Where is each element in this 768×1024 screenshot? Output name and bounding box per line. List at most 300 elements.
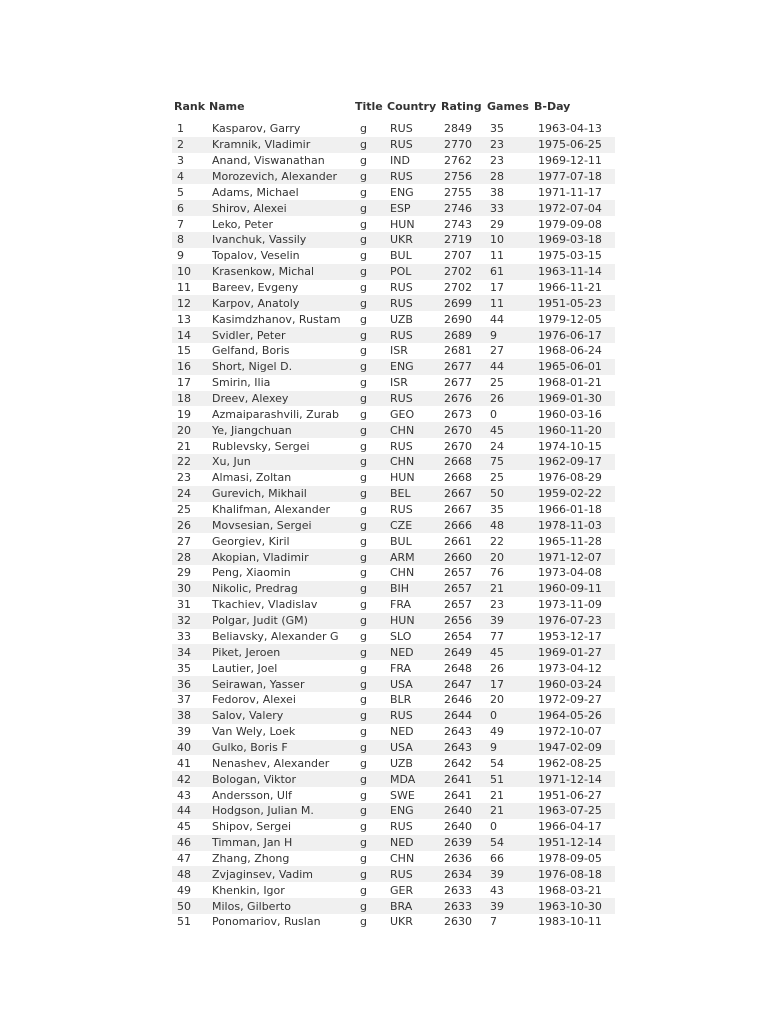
cell-rank: 12 (172, 295, 208, 311)
table-row (172, 882, 615, 898)
cell-games: 61 (486, 264, 533, 280)
cell-country: BLR (390, 693, 412, 707)
cell-bday: 1973-11-09 (538, 598, 602, 612)
cell-rating: 2699 (440, 295, 486, 311)
cell-rank: 49 (177, 883, 191, 897)
cell-rank: 5 (177, 185, 184, 199)
cell-games: 38 (490, 185, 504, 199)
table-row (172, 708, 615, 724)
cell-bday: 1978-11-03 (533, 517, 615, 533)
cell-games: 20 (490, 693, 504, 707)
cell-rating: 2702 (444, 281, 472, 295)
cell-name: Khalifman, Alexander (212, 503, 330, 517)
cell-name: Georgiev, Kiril (212, 534, 290, 548)
cell-games: 0 (490, 820, 497, 834)
cell-games: 21 (486, 581, 533, 597)
cell-games: 76 (490, 566, 504, 580)
cell-country: RUS (386, 169, 440, 185)
cell-rank: 2 (172, 137, 208, 153)
cell-bday: 1960-03-24 (533, 676, 615, 692)
cell-games: 24 (490, 439, 504, 453)
cell-games: 22 (490, 534, 504, 548)
cell-bday: 1969-03-18 (533, 232, 615, 248)
cell-name: Movsesian, Sergei (208, 517, 354, 533)
table-row (172, 581, 615, 597)
cell-rating: 2646 (444, 693, 472, 707)
cell-country: NED (386, 835, 440, 851)
cell-bday: 1978-09-05 (538, 851, 602, 865)
cell-rank: 39 (177, 725, 191, 739)
cell-games: 45 (486, 422, 533, 438)
cell-title: g (360, 439, 367, 453)
cell-name: Morozevich, Alexander (208, 169, 354, 185)
cell-country: RUS (390, 503, 413, 517)
cell-bday: 1976-08-29 (538, 471, 602, 485)
cell-name: Smirin, Ilia (212, 376, 271, 390)
cell-name: Topalov, Veselin (212, 249, 300, 263)
table-row (172, 851, 615, 867)
cell-rank: 27 (177, 534, 191, 548)
cell-name: Zvjaginsev, Vadim (208, 866, 354, 882)
cell-country: BUL (390, 534, 412, 548)
cell-rank: 47 (177, 851, 191, 865)
cell-name: Hodgson, Julian M. (208, 803, 354, 819)
cell-country: POL (386, 264, 440, 280)
cell-title: g (354, 771, 386, 787)
cell-name: Andersson, Ulf (212, 788, 292, 802)
cell-title: g (354, 169, 386, 185)
cell-title: g (360, 249, 367, 263)
cell-title: g (360, 915, 367, 929)
cell-bday: 1963-11-14 (533, 264, 615, 280)
cell-rating: 2676 (440, 391, 486, 407)
table-row (172, 787, 615, 803)
cell-bday: 1979-09-08 (538, 217, 602, 231)
table-row (172, 327, 615, 343)
cell-bday: 1972-07-04 (533, 200, 615, 216)
cell-name: Shipov, Sergei (212, 820, 292, 834)
cell-name: Kasparov, Garry (212, 122, 301, 136)
cell-name: Dreev, Alexey (208, 391, 354, 407)
table-row (172, 533, 615, 549)
header-title: Title (355, 99, 383, 113)
cell-country: ENG (386, 803, 440, 819)
cell-rating: 2690 (444, 312, 472, 326)
cell-title: g (360, 154, 367, 168)
cell-games: 45 (486, 644, 533, 660)
table-row (172, 216, 615, 232)
cell-games: 11 (486, 295, 533, 311)
cell-rating: 2681 (444, 344, 472, 358)
cell-rank: 22 (172, 454, 208, 470)
cell-bday: 1976-07-23 (533, 613, 615, 629)
cell-rank: 19 (177, 407, 191, 421)
cell-name: Gurevich, Mikhail (208, 486, 354, 502)
cell-games: 75 (486, 454, 533, 470)
cell-bday: 1964-05-26 (533, 708, 615, 724)
cell-rank: 29 (177, 566, 191, 580)
cell-rating: 2642 (444, 756, 472, 770)
cell-country: USA (386, 676, 440, 692)
cell-country: CZE (386, 517, 440, 533)
cell-rank: 44 (172, 803, 208, 819)
cell-country: BUL (390, 249, 412, 263)
cell-country: RUS (386, 137, 440, 153)
table-row (172, 184, 615, 200)
cell-rank: 42 (172, 771, 208, 787)
cell-country: CHN (390, 851, 415, 865)
cell-rating: 2702 (440, 264, 486, 280)
cell-name: Kasimdzhanov, Rustam (212, 312, 341, 326)
table-row (172, 454, 615, 470)
table-row (172, 866, 615, 882)
cell-rank: 8 (172, 232, 208, 248)
table-row (172, 724, 615, 740)
cell-rank: 40 (172, 740, 208, 756)
table-row (172, 819, 615, 835)
header-name: Name (209, 99, 245, 113)
cell-rating: 2640 (444, 820, 472, 834)
cell-title: g (360, 312, 367, 326)
cell-rank: 9 (177, 249, 184, 263)
cell-title: g (360, 503, 367, 517)
cell-country: BRA (386, 898, 440, 914)
table-row (172, 835, 615, 851)
cell-country: ISR (390, 376, 408, 390)
cell-rating: 2677 (440, 359, 486, 375)
cell-bday: 1973-04-12 (538, 661, 602, 675)
cell-title: g (354, 486, 386, 502)
cell-rank: 23 (177, 471, 191, 485)
cell-rank: 28 (172, 549, 208, 565)
cell-bday: 1965-06-01 (533, 359, 615, 375)
cell-rating: 2668 (440, 454, 486, 470)
table-row (172, 406, 615, 422)
cell-title: g (360, 598, 367, 612)
rating-list-table (172, 92, 615, 930)
cell-name: Bareev, Evgeny (212, 281, 299, 295)
cell-rating: 2660 (440, 549, 486, 565)
cell-country: ESP (386, 200, 440, 216)
cell-games: 21 (486, 803, 533, 819)
table-row (172, 613, 615, 629)
cell-bday: 1951-06-27 (538, 788, 602, 802)
cell-games: 35 (490, 122, 504, 136)
cell-title: g (354, 803, 386, 819)
cell-rank: 24 (172, 486, 208, 502)
cell-rank: 15 (177, 344, 191, 358)
cell-rating: 2647 (440, 676, 486, 692)
cell-bday: 1947-02-09 (533, 740, 615, 756)
cell-rating: 2656 (440, 613, 486, 629)
cell-country: RUS (390, 439, 413, 453)
cell-bday: 1951-12-14 (533, 835, 615, 851)
cell-rank: 18 (172, 391, 208, 407)
cell-country: RUS (386, 327, 440, 343)
cell-bday: 1962-08-25 (538, 756, 602, 770)
cell-games: 11 (490, 249, 504, 263)
cell-name: Karpov, Anatoly (208, 295, 354, 311)
cell-title: g (354, 740, 386, 756)
cell-games: 35 (490, 503, 504, 517)
cell-title: g (354, 359, 386, 375)
cell-rank: 7 (177, 217, 184, 231)
cell-title: g (354, 644, 386, 660)
table-row (172, 803, 615, 819)
cell-games: 25 (490, 471, 504, 485)
table-row (172, 692, 615, 708)
cell-games: 17 (490, 281, 504, 295)
cell-rating: 2641 (440, 771, 486, 787)
cell-title: g (360, 883, 367, 897)
cell-name: Polgar, Judit (GM) (208, 613, 354, 629)
cell-country: BIH (386, 581, 440, 597)
cell-rating: 2719 (440, 232, 486, 248)
table-row (172, 660, 615, 676)
cell-country: ENG (386, 359, 440, 375)
cell-name: Lautier, Joel (212, 661, 278, 675)
cell-games: 10 (486, 232, 533, 248)
cell-country: RUS (386, 391, 440, 407)
table-row (172, 343, 615, 359)
table-row (172, 248, 615, 264)
table-row (172, 914, 615, 930)
cell-title: g (354, 295, 386, 311)
cell-country: RUS (386, 295, 440, 311)
cell-rating: 2648 (444, 661, 472, 675)
cell-rating: 2770 (440, 137, 486, 153)
cell-bday: 1963-04-13 (538, 122, 602, 136)
cell-bday: 1971-12-14 (533, 771, 615, 787)
cell-title: g (354, 232, 386, 248)
cell-games: 44 (486, 359, 533, 375)
cell-games: 21 (490, 788, 504, 802)
cell-rating: 2756 (440, 169, 486, 185)
cell-name: Krasenkow, Michal (208, 264, 354, 280)
cell-name: Svidler, Peter (208, 327, 354, 343)
table-row (172, 676, 615, 692)
cell-bday: 1968-01-21 (538, 376, 602, 390)
cell-name: Ivanchuk, Vassily (208, 232, 354, 248)
cell-title: g (354, 835, 386, 851)
cell-rank: 30 (172, 581, 208, 597)
table-row (172, 755, 615, 771)
cell-rating: 2849 (444, 122, 472, 136)
cell-country: CHN (386, 422, 440, 438)
cell-title: g (354, 866, 386, 882)
cell-name: Seirawan, Yasser (208, 676, 354, 692)
cell-title: g (360, 820, 367, 834)
cell-bday: 1975-06-25 (533, 137, 615, 153)
cell-country: SLO (390, 629, 412, 643)
cell-name: Tkachiev, Vladislav (212, 598, 318, 612)
cell-bday: 1960-09-11 (533, 581, 615, 597)
cell-country: HUN (386, 613, 440, 629)
table-row (172, 517, 615, 533)
cell-title: g (354, 549, 386, 565)
cell-rating: 2639 (440, 835, 486, 851)
cell-title: g (360, 566, 367, 580)
cell-country: GER (390, 883, 414, 897)
table-row (172, 169, 615, 185)
table-row (172, 549, 615, 565)
cell-rating: 2670 (444, 439, 472, 453)
cell-title: g (360, 217, 367, 231)
header-bday: B-Day (534, 99, 571, 113)
cell-games: 39 (486, 898, 533, 914)
cell-rank: 31 (177, 598, 191, 612)
cell-rank: 17 (177, 376, 191, 390)
table-row (172, 629, 615, 645)
cell-name: Zhang, Zhong (212, 851, 290, 865)
cell-games: 29 (490, 217, 504, 231)
cell-rank: 13 (177, 312, 191, 326)
cell-bday: 1960-11-20 (533, 422, 615, 438)
table-row (172, 565, 615, 581)
cell-title: g (354, 391, 386, 407)
cell-rating: 2634 (440, 866, 486, 882)
cell-bday: 1975-03-15 (538, 249, 602, 263)
table-row (172, 438, 615, 454)
table-row (172, 422, 615, 438)
cell-name: Ye, Jiangchuan (208, 422, 354, 438)
table-row (172, 644, 615, 660)
table-row (172, 486, 615, 502)
cell-name: Van Wely, Loek (212, 725, 296, 739)
table-row (172, 375, 615, 391)
cell-bday: 1972-10-07 (538, 725, 602, 739)
cell-games: 49 (490, 725, 504, 739)
cell-rank: 48 (172, 866, 208, 882)
cell-name: Timman, Jan H (208, 835, 354, 851)
cell-rating: 2677 (444, 376, 472, 390)
cell-games: 0 (486, 708, 533, 724)
cell-name: Nenashev, Alexander (212, 756, 330, 770)
table-row (172, 502, 615, 518)
cell-name: Nikolic, Predrag (208, 581, 354, 597)
cell-rank: 26 (172, 517, 208, 533)
cell-title: g (360, 661, 367, 675)
cell-rank: 25 (177, 503, 191, 517)
header-games: Games (487, 99, 529, 113)
cell-name: Piket, Jeroen (208, 644, 354, 660)
cell-bday: 1968-03-21 (538, 883, 602, 897)
cell-title: g (360, 407, 367, 421)
cell-bday: 1976-08-18 (533, 866, 615, 882)
table-body (172, 121, 615, 930)
cell-rank: 51 (177, 915, 191, 929)
cell-name: Azmaiparashvili, Zurab (212, 407, 339, 421)
cell-name: Almasi, Zoltan (212, 471, 292, 485)
cell-rating: 2670 (440, 422, 486, 438)
cell-rating: 2644 (440, 708, 486, 724)
cell-rating: 2673 (444, 407, 472, 421)
table-row (172, 898, 615, 914)
cell-name: Leko, Peter (212, 217, 274, 231)
cell-title: g (354, 454, 386, 470)
cell-country: CHN (386, 454, 440, 470)
cell-bday: 1963-10-30 (533, 898, 615, 914)
cell-games: 17 (486, 676, 533, 692)
table-row (172, 280, 615, 296)
cell-rank: 11 (177, 281, 191, 295)
cell-title: g (354, 581, 386, 597)
cell-country: BEL (386, 486, 440, 502)
cell-rank: 35 (177, 661, 191, 675)
table-row (172, 391, 615, 407)
cell-rating: 2636 (444, 851, 472, 865)
cell-country: UZB (390, 756, 413, 770)
cell-rank: 37 (177, 693, 191, 707)
cell-title: g (360, 693, 367, 707)
cell-rating: 2643 (440, 740, 486, 756)
cell-name: Peng, Xiaomin (212, 566, 291, 580)
cell-games: 43 (490, 883, 504, 897)
cell-country: USA (386, 740, 440, 756)
cell-title: g (360, 281, 367, 295)
cell-bday: 1959-02-22 (533, 486, 615, 502)
cell-rating: 2649 (440, 644, 486, 660)
cell-title: g (354, 708, 386, 724)
table-row (172, 137, 615, 153)
cell-games: 54 (486, 835, 533, 851)
cell-country: ISR (390, 344, 408, 358)
cell-country: SWE (390, 788, 415, 802)
cell-rating: 2689 (440, 327, 486, 343)
cell-games: 7 (490, 915, 497, 929)
table-row (172, 740, 615, 756)
cell-rank: 46 (172, 835, 208, 851)
cell-bday: 1968-06-24 (538, 344, 602, 358)
table-row (172, 597, 615, 613)
cell-country: FRA (390, 598, 412, 612)
cell-name: Xu, Jun (208, 454, 354, 470)
header-country: Country (387, 99, 437, 113)
cell-title: g (360, 851, 367, 865)
cell-title: g (360, 471, 367, 485)
cell-country: MDA (386, 771, 440, 787)
cell-name: Beliavsky, Alexander G (212, 629, 339, 643)
cell-bday: 1974-10-15 (538, 439, 602, 453)
cell-rank: 4 (172, 169, 208, 185)
table-row (172, 311, 615, 327)
cell-rank: 34 (172, 644, 208, 660)
cell-rank: 45 (177, 820, 191, 834)
cell-country: UKR (390, 915, 413, 929)
cell-bday: 1983-10-11 (538, 915, 602, 929)
cell-bday: 1966-04-17 (538, 820, 602, 834)
cell-games: 39 (486, 613, 533, 629)
cell-rank: 20 (172, 422, 208, 438)
table-row (172, 295, 615, 311)
cell-rating: 2630 (444, 915, 472, 929)
cell-name: Ponomariov, Ruslan (212, 915, 321, 929)
cell-games: 9 (486, 327, 533, 343)
cell-name: Gelfand, Boris (212, 344, 290, 358)
cell-games: 27 (490, 344, 504, 358)
cell-title: g (354, 422, 386, 438)
cell-title: g (360, 788, 367, 802)
cell-title: g (354, 264, 386, 280)
cell-rank: 1 (177, 122, 184, 136)
cell-bday: 1969-01-30 (533, 391, 615, 407)
cell-country: UZB (390, 312, 413, 326)
cell-bday: 1953-12-17 (538, 629, 602, 643)
cell-rating: 2668 (444, 471, 472, 485)
table-row (172, 153, 615, 169)
cell-country: GEO (390, 407, 415, 421)
cell-games: 51 (486, 771, 533, 787)
